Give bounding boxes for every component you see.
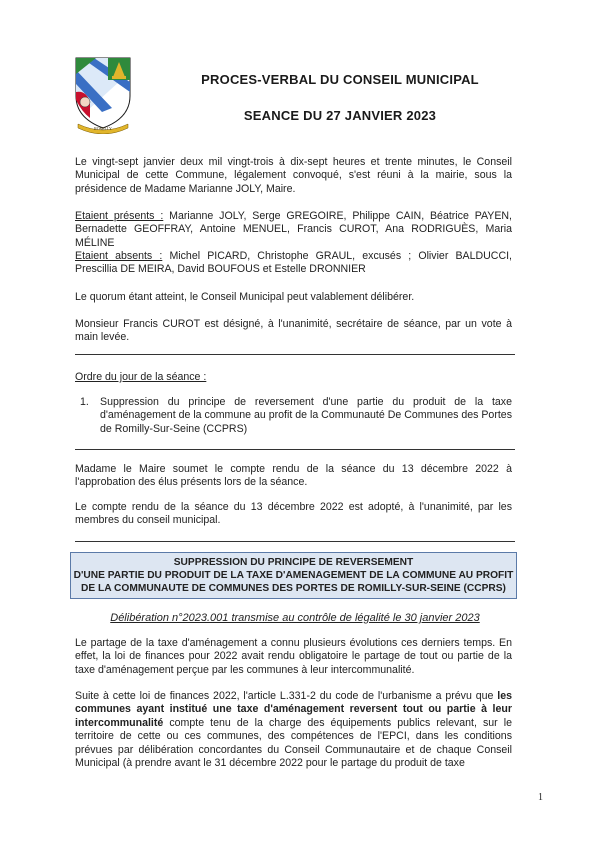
article-text-end: compte tenu de la charge des équipements publics relevant, sur le territoire de cette ou ces communes, des compétences de l'EPCI, dans les conditions prévues par délibération concordantes du Conseil Communautaire et de chaque Conseil Municipal (à prendre avant le 31 décembre 2022 pour le partage du produit de taxe (75, 716, 512, 770)
article-text-bold: les communes ayant institué une taxe d'aménagement reversent tout ou partie à leur intercommunalité (75, 690, 512, 729)
section-title-line: DE LA COMMUNAUTE DE COMMUNES DES PORTES DE ROMILLY-SUR-SEINE (CCPRS) (81, 583, 506, 594)
section-title-line: SUPPRESSION DU PRINCIPE DE REVERSEMENT (173, 557, 414, 568)
present-names: Marianne JOLY, Serge GREGOIRE, Philippe CAIN, Béatrice PAYEN, Bernadette GEOFFRAY, Antoine MENUEL, Francis CUROT, Ana RODRIGUÈS, Maria MÉLINE (75, 210, 512, 249)
article-paragraph (75, 690, 512, 770)
session-date: SEANCE DU 27 JANVIER 2023 (243, 108, 437, 123)
divider (75, 541, 515, 542)
agenda-item-text: Suppression du principe de reversement d'une partie du produit de la taxe d'aménagement de la commune au profit de la Communauté De Communes des Portes de Romilly-Sur-Seine (CCPRS) (100, 396, 512, 435)
attendees-absent (75, 250, 512, 277)
partage-paragraph: Le partage de la taxe d'aménagement a connu plusieurs évolutions ces derniers temps. En effet, la loi de finances pour 2022 avait rendu obligatoire le partage de tout ou partie de la taxe d'aménagement perçue par les communes à leur intercommunalité. (75, 637, 512, 676)
minutes-submit-paragraph: Madame le Maire soumet le compte rendu de la séance du 13 décembre 2022 à l'approbation des élus présents lors de la séance. (75, 463, 512, 489)
agenda-title: Ordre du jour de la séance : (75, 371, 207, 383)
divider (75, 449, 515, 450)
section-title-line: D'UNE PARTIE DU PRODUIT DE LA TAXE D'AMENAGEMENT DE LA COMMUNE AU PROFIT (73, 570, 514, 581)
intro-paragraph: Le vingt-sept janvier deux mil vingt-trois à dix-sept heures et trente minutes, le Conseil Municipal de cette Commune, légalement convoqué, s'est réuni à la mairie, sous la présidence de Madame Marianne JOLY, Maire. (75, 156, 512, 195)
page-number: 1 (538, 792, 543, 803)
attendees-present (75, 210, 512, 250)
divider (75, 354, 515, 355)
document-title: PROCES-VERBAL DU CONSEIL MUNICIPAL (201, 72, 479, 87)
section-title-box (70, 552, 517, 599)
crest-motto: ROMILLY (94, 126, 112, 131)
agenda-item-number: 1. (80, 396, 89, 408)
present-label: Etaient présents : (75, 210, 164, 222)
secretary-paragraph: Monsieur Francis CUROT est désigné, à l'unanimité, secrétaire de séance, par un vote à main levée. (75, 318, 512, 344)
agenda-item (80, 396, 512, 436)
article-text-start: Suite à cette loi de finances 2022, l'article L.331-2 du code de l'urbanisme a prévu que (75, 690, 498, 702)
deliberation-reference: Délibération n°2023.001 transmise au contrôle de légalité le 30 janvier 2023 (110, 612, 480, 624)
absent-label: Etaient absents : (75, 250, 163, 262)
quorum-paragraph: Le quorum étant atteint, le Conseil Municipal peut valablement délibérer. (75, 291, 415, 303)
coat-of-arms-logo (72, 52, 134, 134)
absent-names: Michel PICARD, Christophe GRAUL, excusés ; Olivier BALDUCCI, Prescillia DE MEIRA, David BOUFOUS et Estelle DRONNIER (75, 250, 512, 276)
minutes-adopted-paragraph: Le compte rendu de la séance du 13 décembre 2022 est adopté, à l'unanimité, par les membres du conseil municipal. (75, 501, 512, 527)
